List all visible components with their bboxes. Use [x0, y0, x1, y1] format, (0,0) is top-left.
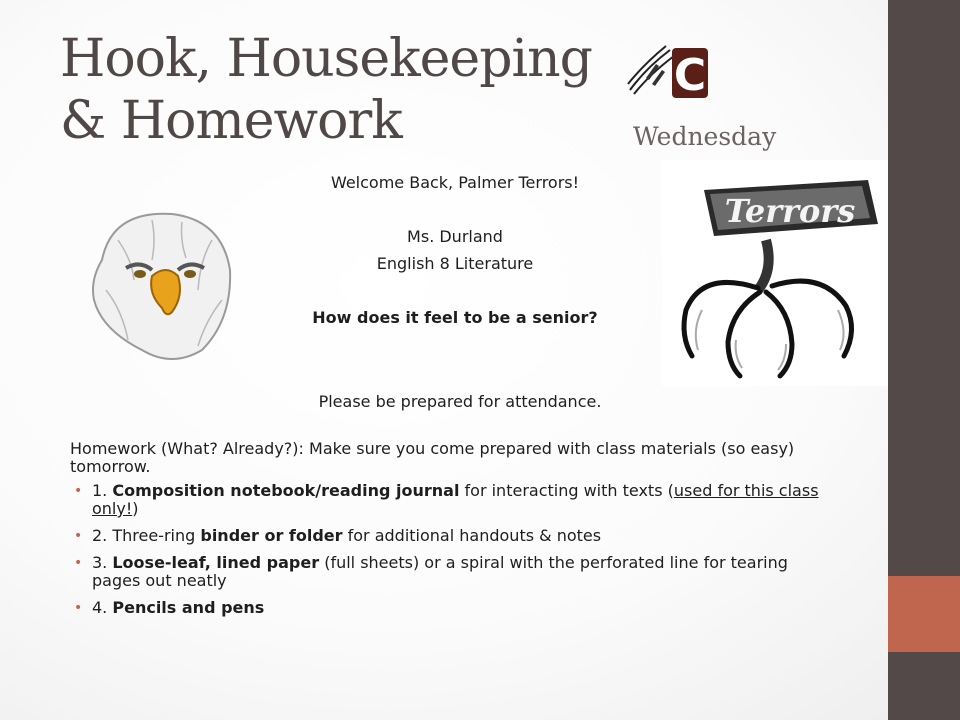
welcome-text: Welcome Back, Palmer Terrors! — [330, 173, 580, 192]
attendance-note: Please be prepared for attendance. — [318, 392, 602, 411]
materials-list — [70, 482, 830, 617]
terrors-talon-logo-icon — [662, 160, 888, 386]
bullet-icon: • — [74, 483, 83, 499]
list-item: • 4. Pencils and pens — [74, 598, 265, 617]
slide-title — [60, 28, 592, 152]
title-line-1: Hook, Housekeeping — [60, 29, 592, 89]
homework-section — [70, 440, 830, 626]
bullet-icon: • — [74, 600, 83, 616]
teacher-name: Ms. Durland — [407, 227, 503, 246]
palmer-c-logo-icon — [626, 38, 712, 104]
homework-intro: Homework (What? Already?): Make sure you come prepared with class materials (so easy) tomorrow. — [70, 439, 795, 476]
logo-letter: C — [673, 50, 707, 101]
bullet-icon: • — [74, 528, 83, 544]
terrors-text: Terrors — [724, 192, 856, 230]
sidebar-accent-bar — [888, 576, 960, 652]
eagle-icon — [82, 200, 242, 370]
title-line-2: & Homework — [60, 91, 402, 151]
slide-subtitle: Wednesday — [633, 122, 777, 151]
course-name: English 8 Literature — [376, 254, 534, 273]
list-item: • 3. Loose-leaf, lined paper (full sheets) or a spiral with the perforated line for tearing pages out neatly — [74, 553, 788, 590]
list-item: • 2. Three-ring binder or folder for additional handouts & notes — [74, 526, 602, 545]
list-item: • 1. Composition notebook/reading journal for interacting with texts (used for this class only!) — [74, 481, 819, 518]
bullet-icon: • — [74, 555, 83, 571]
hook-question: How does it feel to be a senior? — [312, 308, 598, 327]
